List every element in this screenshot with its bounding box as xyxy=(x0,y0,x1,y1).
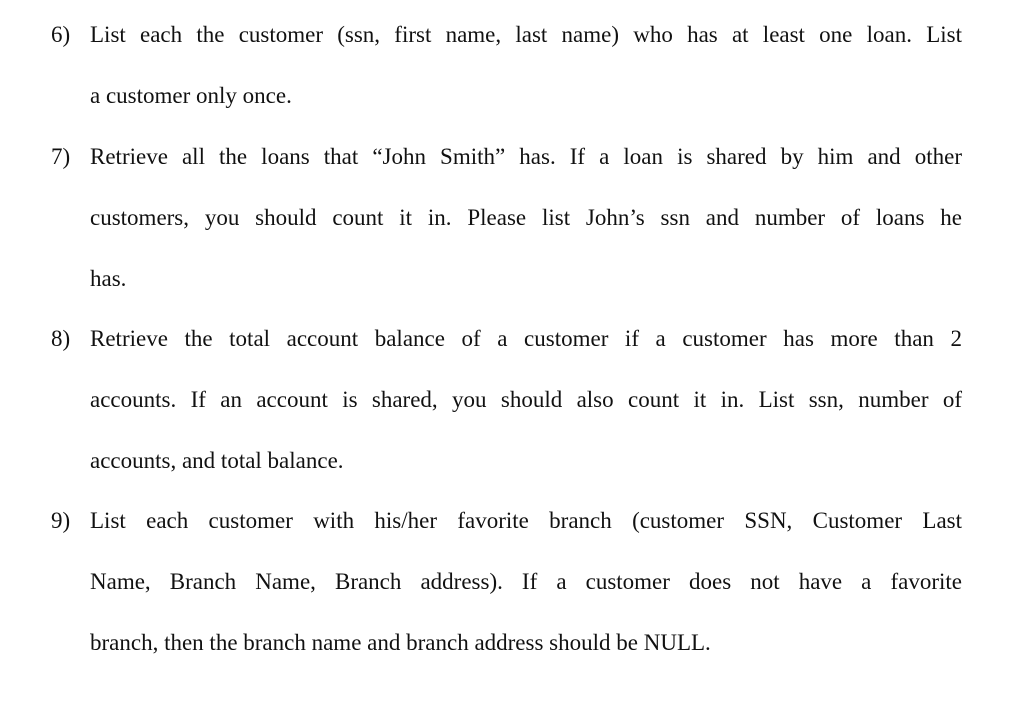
item-text-line: branch, then the branch name and branch address should be NULL. xyxy=(90,630,711,655)
item-text-line: Name, Branch Name, Branch address). If a customer does not have a favorite xyxy=(90,569,962,594)
item-text-line: accounts, and total balance. xyxy=(90,448,344,473)
item-text-line: has. xyxy=(90,266,127,291)
item-number: 6) xyxy=(51,22,71,47)
item-text-line: List each customer with his/her favorite branch (customer SSN, Customer Last xyxy=(90,508,962,533)
item-text-line: customers, you should count it in. Please list John’s ssn and number of loans he xyxy=(90,205,962,230)
item-text-line: Retrieve all the loans that “John Smith” has. If a loan is shared by him and other xyxy=(90,144,962,169)
item-text-line: List each the customer (ssn, first name, last name) who has at least one loan. List xyxy=(90,22,962,47)
item-number: 8) xyxy=(51,326,71,351)
item-text-line: a customer only once. xyxy=(90,83,292,108)
item-text-line: Retrieve the total account balance of a customer if a customer has more than 2 xyxy=(90,326,962,351)
item-number: 9) xyxy=(51,508,71,533)
item-text-line: accounts. If an account is shared, you should also count it in. List ssn, number of xyxy=(90,387,962,412)
item-number: 7) xyxy=(51,144,71,169)
